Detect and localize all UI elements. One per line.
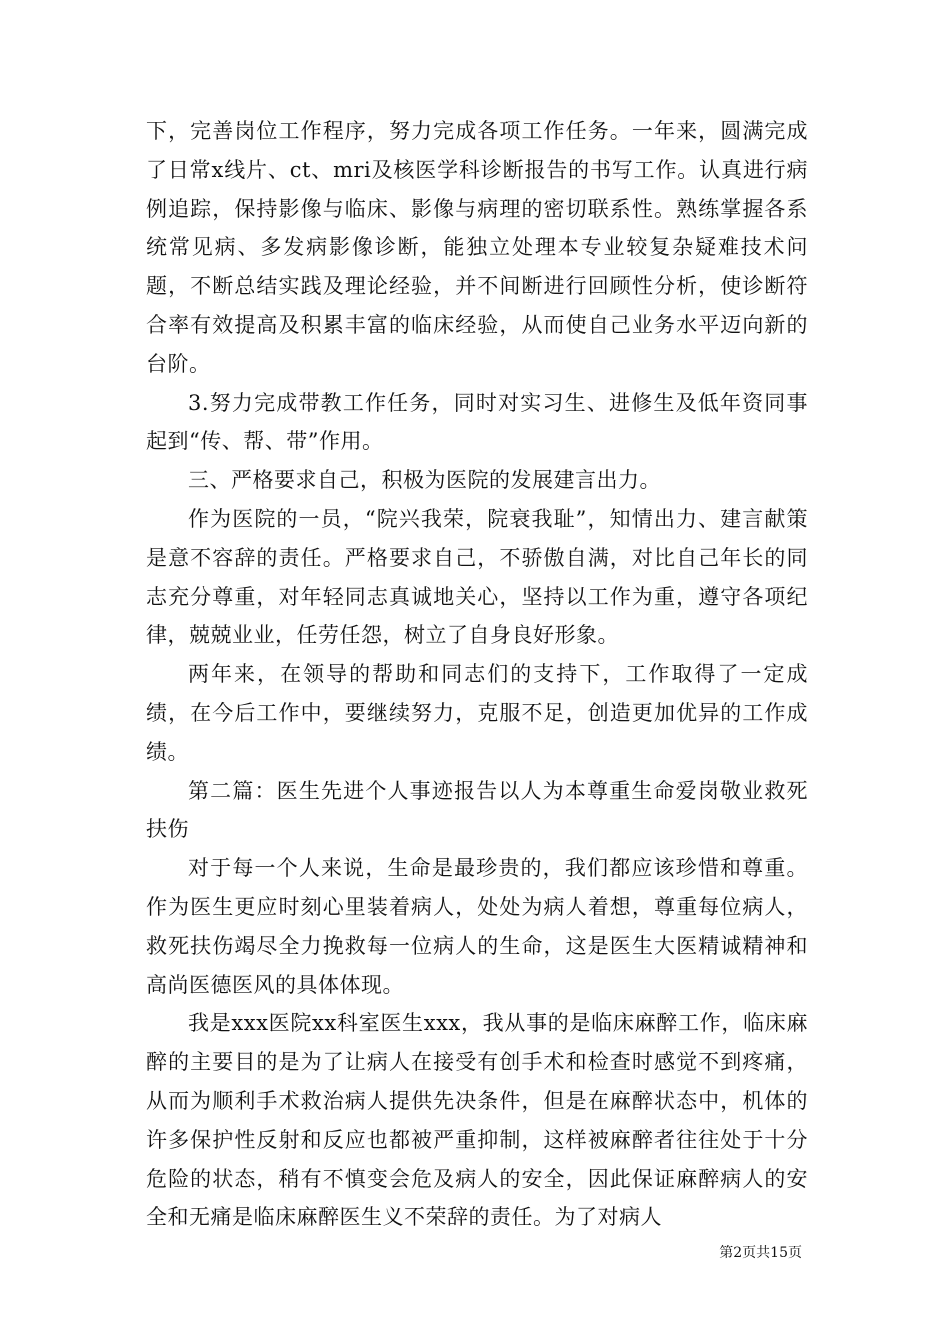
section-heading-3: 三、严格要求自己，积极为医院的发展建言出力。	[188, 468, 661, 493]
document-body	[146, 112, 808, 1237]
page-number-footer: 第2页共15页	[719, 1245, 802, 1261]
paragraph-anesthesia: 我是xxx医院xx科室医生xxx，我从事的是临床麻醉工作，临床麻醉的主要目的是为了让病人在接受有创手术和检查时感觉不到疼痛，从而为顺利手术救治病人提供先决条件，但是在麻醉状态中，机体的许多保护性反射和反应也都被严重抑制，这样被麻醉者往往处于十分危险的状态，稍有不慎变会危及病人的安全，因此保证麻醉病人的安全和无痛是临床麻醉医生义不荣辞的责任。为了对病人	[146, 1011, 808, 1230]
paragraph-item-3: 3.努力完成带教工作任务，同时对实习生、进修生及低年资同事起到“传、帮、带”作用。	[146, 390, 808, 454]
paragraph-life-precious: 对于每一个人来说，生命是最珍贵的，我们都应该珍惜和尊重。作为医生更应时刻心里装着病人，处处为病人着想，尊重每位病人，救死扶伤竭尽全力挽救每一位病人的生命，这是医生大医精诚精神和高尚医德医风的具体体现。	[146, 856, 808, 997]
paragraph-two-years: 两年来，在领导的帮助和同志们的支持下，工作取得了一定成绩，在今后工作中，要继续努力，克服不足，创造更加优异的工作成绩。	[146, 662, 808, 764]
paragraph-continuation: 下，完善岗位工作程序，努力完成各项工作任务。一年来，圆满完成了日常x线片、ct、mri及核医学科诊断报告的书写工作。认真进行病例追踪，保持影像与临床、影像与病理的密切联系性。熟练掌握各系统常见病、多发病影像诊断，能独立处理本专业较复杂疑难技术问题，不断总结实践及理论经验，并不间断进行回顾性分析，使诊断符合率有效提高及积累丰富的临床经验，从而使自己业务水平迈向新的台阶。	[146, 119, 808, 376]
paragraph-hospital-member: 作为医院的一员，“院兴我荣，院衰我耻”，知情出力、建言献策是意不容辞的责任。严格要求自己，不骄傲自满，对比自己年长的同志充分尊重，对年轻同志真诚地关心，坚持以工作为重，遵守各项纪律，兢兢业业，任劳任怨，树立了自身良好形象。	[146, 506, 808, 648]
chapter-heading-2: 第二篇：医生先进个人事迹报告以人为本尊重生命爱岗敬业救死扶伤	[146, 778, 808, 842]
